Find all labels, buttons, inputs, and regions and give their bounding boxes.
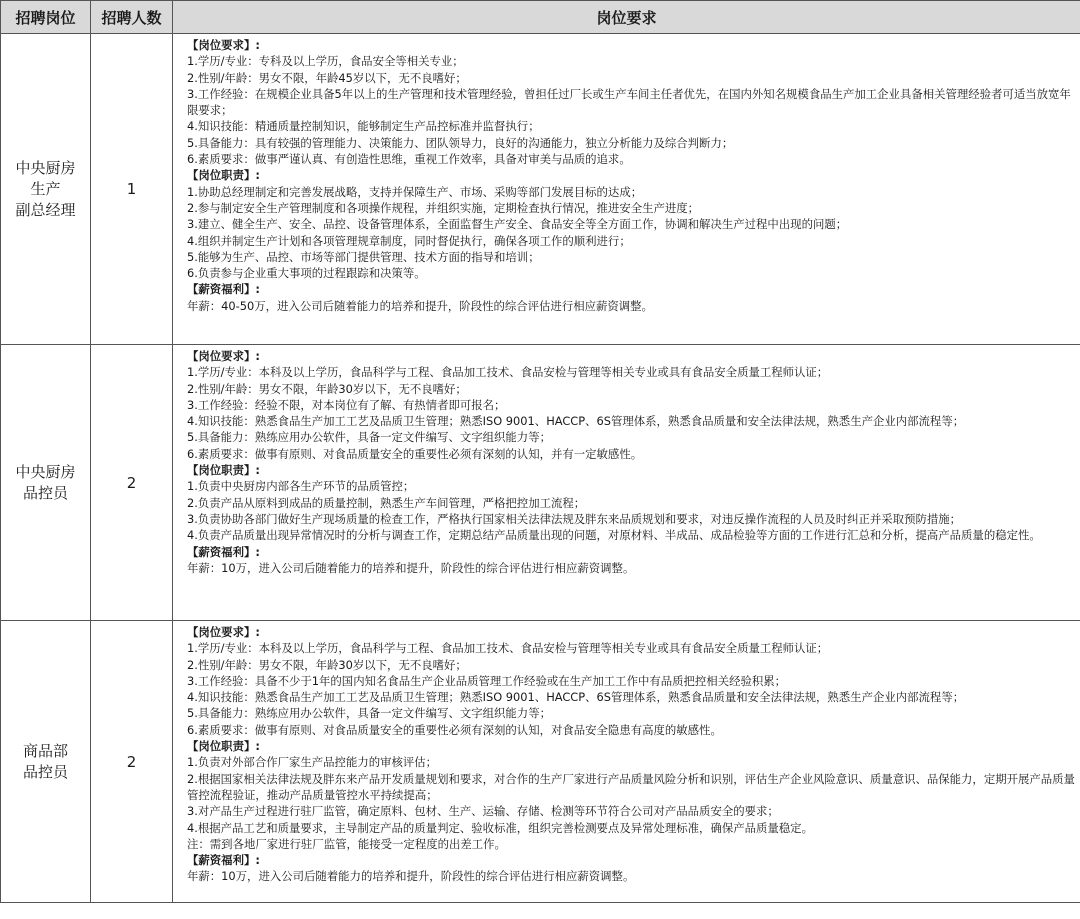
salary-line: 年薪：40-50万，进入公司后随着能力的培养和提升，阶段性的综合评估进行相应薪资调整。	[187, 298, 653, 313]
position-line: 生产	[30, 179, 61, 198]
position-line: 副总经理	[15, 200, 76, 219]
duty-line: 6.负责参与企业重大事项的过程跟踪和决策等。	[187, 266, 426, 281]
salary-line: 年薪：10万，进入公司后随着能力的培养和提升，阶段性的综合评估进行相应薪资调整。	[187, 560, 635, 575]
position-cell	[1, 345, 91, 621]
header-requirements: 岗位要求	[173, 1, 1080, 34]
requirements-cell	[173, 345, 1080, 621]
requirement-line: 1.学历/专业：本科及以上学历，食品科学与工程、食品加工技术、食品安检与管理等相关专业或具有食品安全质量工程师认证；	[187, 641, 829, 656]
requirements-cell	[173, 621, 1080, 903]
requirement-line: 1.学历/专业：专科及以上学历，食品安全等相关专业；	[187, 54, 464, 69]
section-heading: 【岗位要求】:	[187, 38, 260, 52]
header-count: 招聘人数	[91, 1, 173, 34]
count-cell: 2	[91, 621, 173, 903]
requirement-line: 6.素质要求：做事严谨认真、有创造性思维，重视工作效率，具备对审美与品质的追求。	[187, 152, 631, 167]
note-line: 注：需到各地厂家进行驻厂监管，能接受一定程度的出差工作。	[187, 836, 506, 851]
count-cell: 1	[91, 34, 173, 345]
duty-line: 1.协助总经理制定和完善发展战略，支持并保障生产、市场、采购等部门发展目标的达成；	[187, 184, 643, 199]
requirement-line: 5.具备能力：具有较强的管理能力、决策能力、团队领导力，良好的沟通能力，独立分析能力及综合判断力；	[187, 135, 734, 150]
duty-line: 3.建立、健全生产、安全、品控、设备管理体系，全面监督生产安全、食品安全等全方面工作，协调和解决生产过程中出现的问题；	[187, 217, 848, 232]
requirements-cell	[173, 34, 1080, 345]
duty-line: 2.参与制定安全生产管理制度和各项操作规程，并组织实施，定期检查执行情况，推进安全生产进度；	[187, 200, 700, 215]
table-row	[1, 345, 1080, 621]
requirement-line: 2.性别/年龄：男女不限，年龄45岁以下，无不良嗜好；	[187, 70, 467, 85]
requirement-line: 6.素质要求：做事有原则、对食品质量安全的重要性必须有深刻的认知，对食品安全隐患有高度的敏感性。	[187, 722, 722, 737]
requirement-line: 1.学历/专业：本科及以上学历，食品科学与工程、食品加工技术、食品安检与管理等相关专业或具有食品安全质量工程师认证；	[187, 365, 829, 380]
requirement-line: 5.具备能力：熟练应用办公软件，具备一定文件编写、文字组织能力等；	[187, 706, 551, 721]
requirement-line: 3.工作经验：经验不限，对本岗位有了解、有热情者即可报名；	[187, 397, 506, 412]
requirement-line: 2.性别/年龄：男女不限，年龄30岁以下，无不良嗜好；	[187, 657, 467, 672]
position-cell	[1, 34, 91, 345]
requirement-line: 4.知识技能：熟悉食品生产加工工艺及品质卫生管理；熟悉ISO 9001、HACCP、6S管理体系，熟悉食品质量和安全法律法规，熟悉生产企业内部流程等；	[187, 414, 965, 429]
section-heading: 【岗位职责】:	[187, 739, 260, 754]
requirement-line: 2.性别/年龄：男女不限，年龄30岁以下，无不良嗜好；	[187, 381, 467, 396]
section-heading: 【薪资福利】:	[187, 544, 260, 559]
section-heading: 【薪资福利】:	[187, 282, 260, 297]
section-heading: 【岗位要求】:	[187, 625, 260, 639]
position-line: 中央厨房	[15, 158, 76, 177]
requirement-line: 4.知识技能：熟悉食品生产加工工艺及品质卫生管理；熟悉ISO 9001、HACCP、6S管理体系，熟悉食品质量和安全法律法规，熟悉生产企业内部流程等；	[187, 690, 965, 705]
section-heading: 【岗位要求】:	[187, 349, 260, 363]
requirement-line: 5.具备能力：熟练应用办公软件，具备一定文件编写、文字组织能力等；	[187, 430, 551, 445]
requirement-line: 4.知识技能：精通质量控制知识，能够制定生产品控标准并监督执行；	[187, 119, 540, 134]
position-line: 商品部	[22, 741, 68, 760]
requirement-line: 3.工作经验：具备不少于1年的国内知名食品生产企业品质管理工作经验或在生产加工工作中有品质把控相关经验积累；	[187, 673, 787, 688]
duty-line: 4.组织并制定生产计划和各项管理规章制度，同时督促执行，确保各项工作的顺利进行；	[187, 233, 631, 248]
duty-line: 3.对产品生产过程进行驻厂监管，确定原料、包材、生产、运输、存储、检测等环节符合公司对产品品质安全的要求；	[187, 804, 779, 819]
duty-line: 1.负责中央厨房内部各生产环节的品质管控；	[187, 479, 415, 494]
requirement-line: 6.素质要求：做事有原则、对食品质量安全的重要性必须有深刻的认知，并有一定敏感性。	[187, 446, 643, 461]
table-row	[1, 34, 1080, 345]
duty-line: 3.负责协助各部门做好生产现场质量的检查工作，严格执行国家相关法律法规及胖东来品质规划和要求，对违反操作流程的人员及时纠正并采取预防措施；	[187, 511, 962, 526]
position-cell	[1, 621, 91, 903]
section-heading: 【岗位职责】:	[187, 168, 260, 183]
duty-line: 2.负责产品从原料到成品的质量控制，熟悉生产车间管理，严格把控加工流程；	[187, 495, 586, 510]
duty-line: 4.负责产品质量出现异常情况时的分析与调查工作，定期总结产品质量出现的问题，对原材料、半成品、成品检验等方面的工作进行汇总和分析，提高产品质量的稳定性。	[187, 528, 1041, 543]
position-line: 品控员	[22, 762, 68, 781]
position-line: 中央厨房	[15, 462, 76, 481]
salary-line: 年薪：10万，进入公司后随着能力的培养和提升，阶段性的综合评估进行相应薪资调整。	[187, 869, 635, 884]
header-row	[1, 1, 1080, 34]
duty-line: 4.根据产品工艺和质量要求，主导制定产品的质量判定、验收标准，组织完善检测要点及异常处理标准，确保产品质量稳定。	[187, 820, 813, 835]
header-position: 招聘岗位	[1, 1, 91, 34]
position-line: 品控员	[22, 483, 68, 502]
table-row	[1, 621, 1080, 903]
duty-line: 2.根据国家相关法律法规及胖东来产品开发质量规划和要求，对合作的生产厂家进行产品质量风险分析和识别，评估生产企业风险意识、质量意识、品保能力，定期开展产品质量管控流程验证，推动产品质量管控水平持续提高；	[187, 771, 1075, 802]
section-heading: 【薪资福利】:	[187, 853, 260, 868]
requirement-line: 3.工作经验：在规模企业具备5年以上的生产管理和技术管理经验，曾担任过厂长或生产车间主任者优先，在国内外知名规模食品生产加工企业具备相关管理经验者可适当放宽年限要求；	[187, 86, 1071, 118]
duty-line: 5.能够为生产、品控、市场等部门提供管理、技术方面的指导和培训；	[187, 249, 540, 264]
duty-line: 1.负责对外部合作厂家生产品控能力的审核评估；	[187, 755, 438, 770]
count-cell: 2	[91, 345, 173, 621]
section-heading: 【岗位职责】:	[187, 463, 260, 478]
